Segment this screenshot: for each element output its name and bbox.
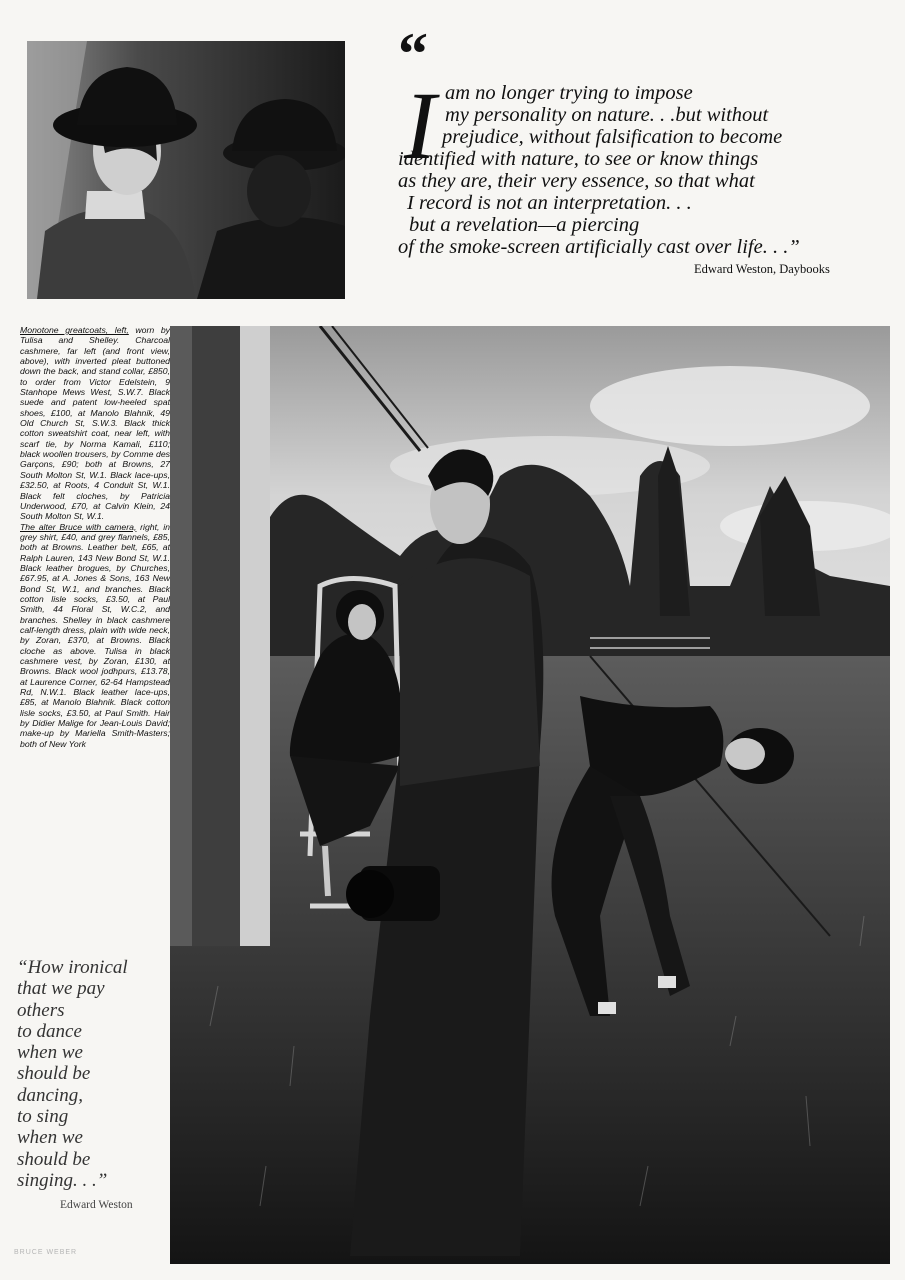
pull-quote-line-6: should be xyxy=(17,1063,91,1085)
fashion-caption xyxy=(20,325,170,749)
caption-paragraph-2 xyxy=(20,522,170,750)
pull-quote-line-7: dancing, xyxy=(17,1084,83,1106)
caption-lead-2: The alter Bruce with camera, xyxy=(20,521,137,532)
pull-quote-line-10: should be xyxy=(17,1148,91,1170)
pull-quote-line-1: “How ironical xyxy=(17,957,128,978)
quote-line-1: am no longer trying to impose xyxy=(445,82,693,104)
left-quote-attribution: Edward Weston xyxy=(60,1199,133,1211)
left-pull-quote xyxy=(17,957,167,1191)
quote-line-6: I record is not an interpretation. . . xyxy=(407,192,692,214)
top-photo-illustration xyxy=(27,41,345,299)
pull-quote-line-5: when we xyxy=(17,1042,83,1064)
caption-body-2: right, in grey shirt, £40, and grey flannels, £85, both at Browns. Leather belt, £65, at Ralph Lauren, 143 New Bond St, W.1. Black leather brogues, by Churches, £67.95, at A. Jones & Sons, 163 New Bond St, W.1, and branches. Black cotton lisle socks, £3.50, at Paul Smith, 44 Floral St, W.C.2, and branches. Shelley in black cashmere calf-length dress, plain with wide neck, by Zoran, £370, at Browns. Black cloche as above. Tulisa in black cashmere vest, by Zoran, £130, at Browns. Black wool jodhpurs, £13.78, at Laurence Corner, 62-64 Hampstead Rd, N.W.1. Black leather lace-ups, £85, at Manolo Blahnik. Black cotton lisle socks, £3.50, at Paul Smith. Hair by Didier Malige for Jean-Louis David; make-up by Mariella Smith-Masters; both of New York xyxy=(20,521,170,749)
top-photograph xyxy=(27,41,345,299)
quote-line-8: of the smoke-screen artificially cast over life. . .” xyxy=(398,236,800,258)
main-photograph xyxy=(170,326,890,1264)
quote-line-5: as they are, their very essence, so that what xyxy=(398,170,755,192)
pull-quote-line-2: that we pay xyxy=(17,978,105,1000)
top-quote-attribution: Edward Weston, Daybooks xyxy=(694,262,830,276)
photo-credit: BRUCE WEBER xyxy=(14,1249,78,1256)
main-photo-illustration xyxy=(170,326,890,1264)
quote-line-3: prejudice, without falsification to become xyxy=(442,126,783,148)
pull-quote-line-4: to dance xyxy=(17,1020,82,1042)
quote-line-7: but a revelation—a piercing xyxy=(409,214,640,236)
caption-body-1: worn by Tulisa and Shelley. Charcoal cashmere, far left (and front view, above), with inverted pleat buttoned down the back, and stand collar, £850, to order from Victor Edelstein, 9 Stanhope Mews West, S.W.7. Black suede and patent low-heeled spat shoes, £100, at Manolo Blahnik, 49 Old Church St, S.W.3. Black thick cotton sweatshirt coat, near left, with scarf tie, by Norma Kamali, £110; black woollen trousers, by Comme des Garçons, £90; both at Browns, 27 South Molton St, W.1. Black lace-ups, £32.50, at Roots, 4 Conduit St, W.1. Black felt cloches, by Patricia Underwood, £70, at Calvin Klein, 24 South Molton St, W.1. xyxy=(20,325,171,522)
pull-quote-line-11: singing. . .” xyxy=(17,1169,108,1191)
quote-line-2: my personality on nature. . .but without xyxy=(445,104,769,126)
opening-quote-mark: “ xyxy=(398,21,428,87)
pull-quote-line-8: to sing xyxy=(17,1106,69,1128)
caption-lead-1: Monotone greatcoats, left, xyxy=(20,325,129,335)
drop-cap-initial: I xyxy=(404,72,436,179)
pull-quote-line-3: others xyxy=(17,999,65,1021)
caption-paragraph-1 xyxy=(20,325,170,522)
pull-quote-line-9: when we xyxy=(17,1127,83,1149)
quote-line-4: identified with nature, to see or know things xyxy=(398,148,759,170)
